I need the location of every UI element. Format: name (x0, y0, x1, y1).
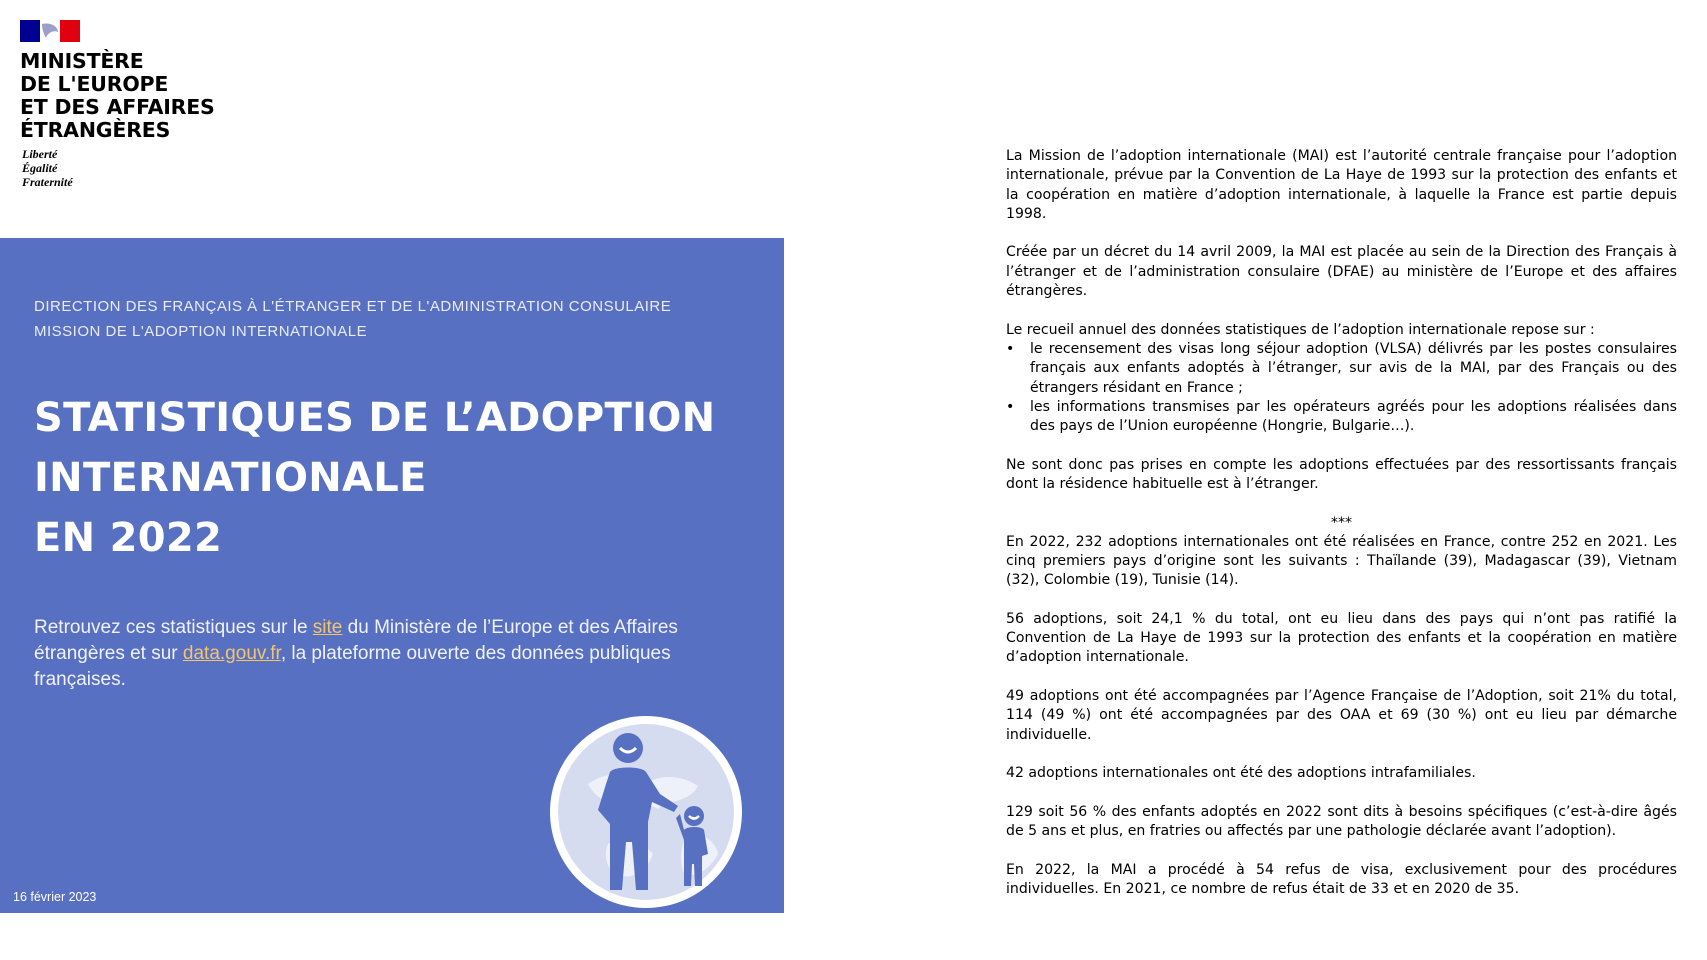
section-separator: *** (1330, 514, 1353, 531)
data-source-list (1006, 340, 1677, 436)
page-title: STATISTIQUES DE L’ADOPTION INTERNATIONALE EN 2022 (34, 395, 716, 561)
stats-2022-paragraph: En 2022, 232 adoptions internationales ont été réalisées en France, contre 252 en 2021. Les cinq premiers pays d’origine sont les suivants : Thaïlande (39), Madagascar (39), Vietnam (32), Colombie (19), Tunisie (14). (1006, 533, 1677, 589)
list-item: • le recensement des visas long séjour adoption (VLSA) délivrés par les postes consulaires français aux enfants adoptés à l’étranger, sur avis de la MAI, par des Français ou des étrangers résidant en France ; (1006, 340, 1677, 398)
direction-heading: DIRECTION DES FRANÇAIS À L'ÉTRANGER ET DE L'ADMINISTRATION CONSULAIRE MISSION DE L'ADOPTION INTERNATIONALE (34, 298, 672, 340)
publication-date: 16 février 2023 (13, 890, 97, 904)
non-ratified-paragraph: 56 adoptions, soit 24,1 % du total, ont eu lieu dans des pays qui n’ont pas ratifié la Convention de La Haye de 1993 sur la protection des enfants et la coopération en matière d’adoption internationale. (1006, 610, 1677, 666)
republic-motto: Liberté Égalité Fraternité (22, 147, 73, 189)
intro-paragraph: La Mission de l’adoption internationale (MAI) est l’autorité centrale française pour l’adoption internationale, prévue par la Convention de La Haye de 1993 sur la protection des enfants et la coopération en matière d’adoption internationale, à laquelle la France est partie depuis 1998. (1006, 148, 1677, 222)
special-needs-paragraph: 129 soit 56 % des enfants adoptés en 2022 sont dits à besoins spécifiques (c’est-à-dire âgés de 5 ans et plus, en fratries ou affectés par une pathologie déclarée avant l’adoption). (1006, 803, 1677, 840)
visa-refusal-paragraph: En 2022, la MAI a procédé à 54 refus de visa, exclusivement pour des procédures individuelles. En 2021, ce nombre de refus était de 33 et en 2020 de 35. (1006, 861, 1677, 897)
exclusion-paragraph: Ne sont donc pas prises en compte les adoptions effectuées par des ressortissants français dont la résidence habituelle est à l’étranger. (1006, 456, 1677, 493)
data-gouv-link[interactable]: data.gouv.fr (182, 643, 281, 664)
ministry-name: MINISTÈRE DE L'EUROPE ET DES AFFAIRES ÉTRANGÈRES (20, 49, 215, 142)
adult-child-globe-icon (548, 714, 744, 910)
cover-panel (0, 238, 784, 913)
accompaniment-paragraph: 49 adoptions ont été accompagnées par l’Agence Française de l’Adoption, soit 21% du total, 114 (49 %) ont été accompagnées par des OAA et 69 (30 %) ont eu lieu par démarche individuelle. (1006, 688, 1677, 743)
list-item: • les informations transmises par les opérateurs agréés pour les adoptions réalisées dans des pays de l’Union européenne (Hongrie, Bulgarie…). (1006, 398, 1677, 437)
content-column (1006, 147, 1677, 899)
intrafamily-paragraph: 42 adoptions internationales ont été des adoptions intrafamiliales. (1006, 765, 1476, 782)
creation-paragraph: Créée par un décret du 14 avril 2009, la MAI est placée au sein de la Direction des Français à l’étranger et de l’administration consulaire (DFAE) au ministère de l’Europe et des affaires étrangères. (1006, 244, 1677, 300)
statistics-description: Retrouvez ces statistiques sur le site du Ministère de l’Europe et des Affaires étrangères et sur data.gouv.fr, la plateforme ouverte des données publiques françaises. (34, 617, 678, 690)
data-source-paragraph: Le recueil annuel des données statistiques de l’adoption internationale repose sur : (1006, 321, 1595, 338)
site-link[interactable]: site (312, 617, 343, 638)
marianne-flag-icon (20, 20, 80, 42)
